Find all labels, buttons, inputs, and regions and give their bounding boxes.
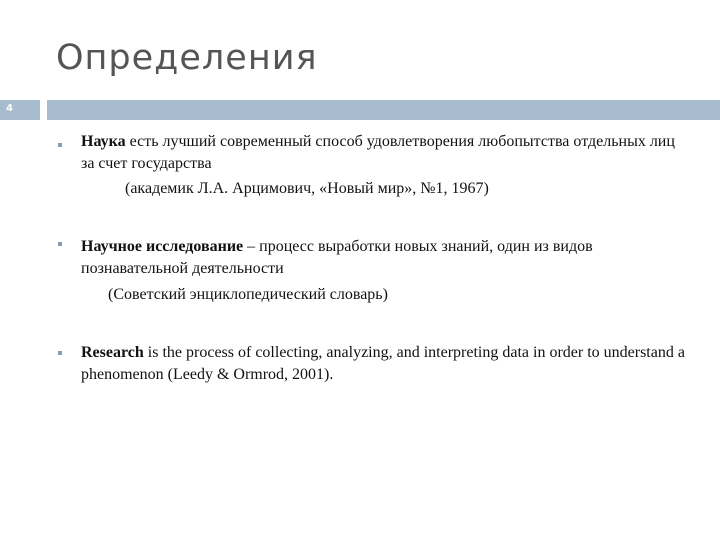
slide-number: 4 [6, 103, 13, 114]
definition-citation: (академик Л.А. Арцимович, «Новый мир», №1, 1967) [125, 180, 489, 197]
definition-text: есть лучший современный способ удовлетворения любопытства отдельных лиц за счет государства [81, 133, 675, 172]
definition-citation: (Советский энциклопедический словарь) [108, 286, 388, 303]
definition-text: is the process of collecting, analyzing, and interpreting data in order to understand a phenomenon (Leedy & Ormrod, 2001). [81, 344, 685, 383]
definition-item [81, 342, 691, 386]
definition-term: Research [81, 344, 144, 361]
definition-text: – процесс выработки новых знаний, один из видов познавательной деятельности [81, 238, 593, 277]
definition-item [81, 131, 681, 175]
bullet-marker [58, 143, 62, 147]
slide-title: Определения [56, 38, 318, 78]
definition-item [81, 236, 681, 280]
definition-term: Научное исследование [81, 238, 244, 255]
bullet-marker [58, 351, 62, 355]
header-accent-bar [47, 100, 720, 120]
bullet-marker [58, 242, 62, 246]
definition-term: Наука [81, 133, 126, 150]
